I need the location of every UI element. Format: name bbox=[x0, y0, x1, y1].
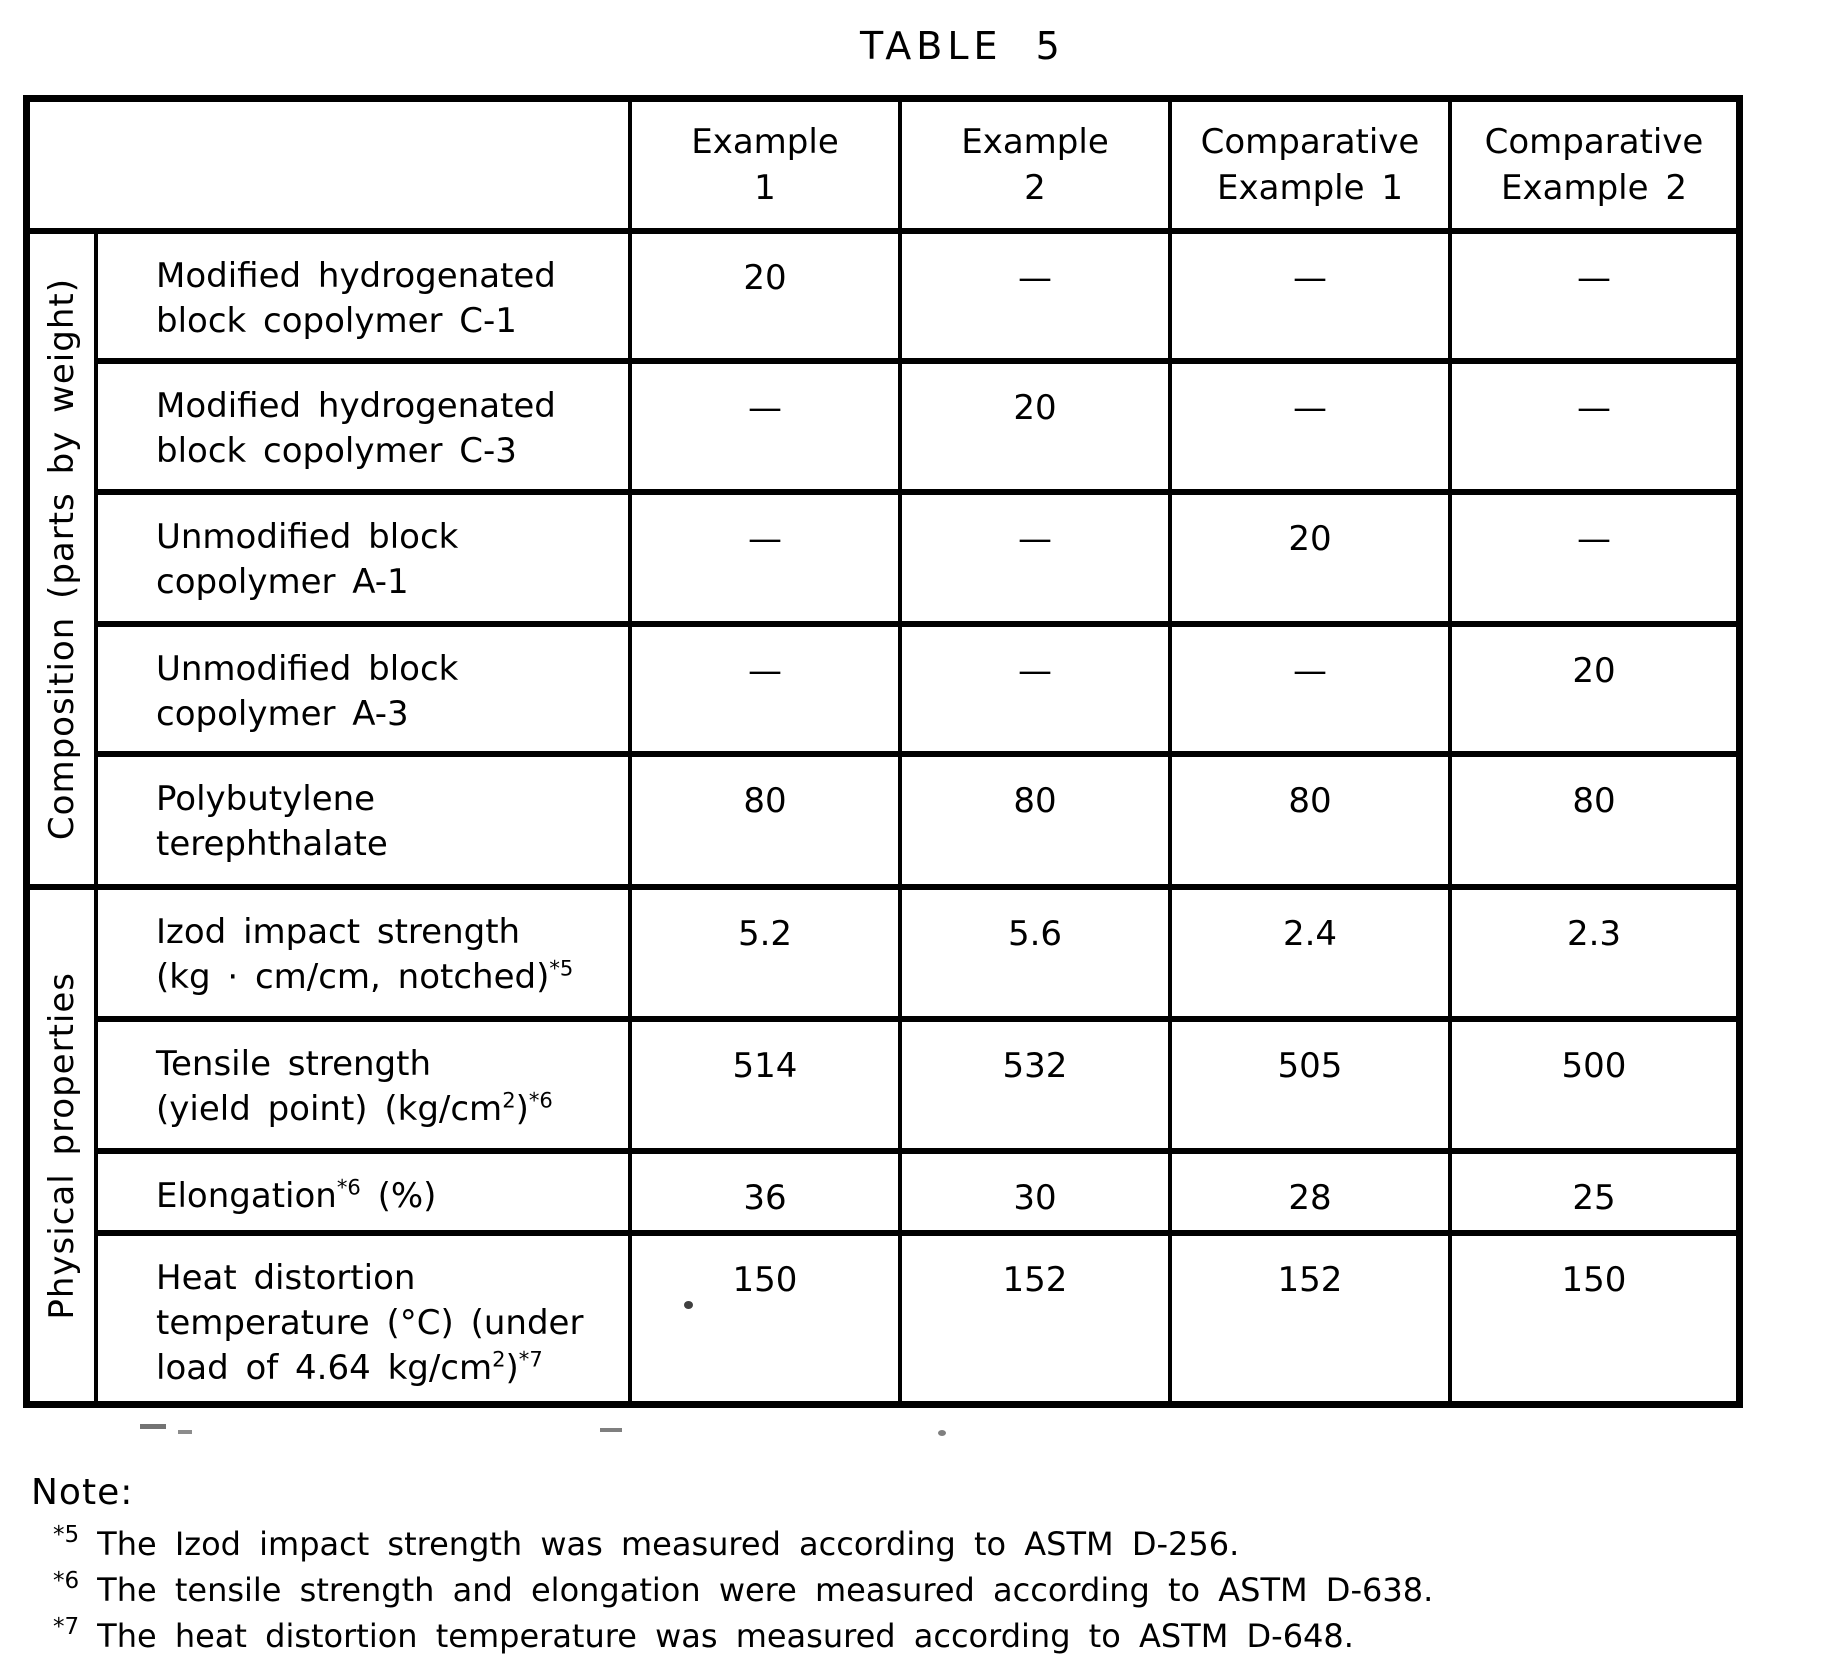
row-group-label-physical-properties bbox=[30, 890, 98, 1401]
data-table bbox=[23, 95, 1743, 1408]
value-cell: 80 bbox=[1172, 757, 1452, 890]
value-cell: 150 bbox=[632, 1236, 902, 1401]
note-heading: Note: bbox=[31, 1472, 134, 1513]
row-label-modified-hydrogenated-c3: Modified hydrogenated block copolymer C-3 bbox=[98, 364, 632, 495]
scan-artifact bbox=[684, 1301, 693, 1309]
value-cell: 36 bbox=[632, 1154, 902, 1236]
value-cell: — bbox=[1172, 364, 1452, 495]
value-cell: 152 bbox=[902, 1236, 1172, 1401]
value-cell: — bbox=[632, 364, 902, 495]
rotated-label: Physical properties bbox=[42, 971, 82, 1320]
note-item bbox=[53, 1521, 1813, 1567]
header-line: 2 bbox=[1024, 168, 1046, 208]
value-cell: 25 bbox=[1452, 1154, 1736, 1236]
header-cell-example-2 bbox=[902, 102, 1172, 234]
value-cell: — bbox=[1452, 495, 1736, 627]
value-cell: — bbox=[632, 495, 902, 627]
value-cell: 5.6 bbox=[902, 890, 1172, 1022]
header-line: Example 1 bbox=[1217, 168, 1403, 208]
note-marker: *6 bbox=[53, 1568, 80, 1594]
row-label-elongation: Elongation$^{*6}$ (%) bbox=[98, 1154, 632, 1236]
row-label-modified-hydrogenated-c1: Modified hydrogenated block copolymer C-1 bbox=[98, 234, 632, 364]
row-label-polybutylene-terephthalate: Polybutylene terephthalate bbox=[98, 757, 632, 890]
note-marker: *7 bbox=[53, 1614, 80, 1640]
scan-artifact bbox=[938, 1430, 946, 1436]
header-cell-comparative-example-1 bbox=[1172, 102, 1452, 234]
rotated-label: Composition (parts by weight) bbox=[42, 277, 82, 841]
row-group-label-composition bbox=[30, 234, 98, 890]
value-cell: 80 bbox=[902, 757, 1172, 890]
value-cell: 28 bbox=[1172, 1154, 1452, 1236]
value-cell: 80 bbox=[1452, 757, 1736, 890]
header-line: Example bbox=[961, 122, 1109, 162]
value-cell: 532 bbox=[902, 1022, 1172, 1154]
scan-artifact bbox=[600, 1428, 622, 1432]
note-text: The tensile strength and elongation were measured according to ASTM D-638. bbox=[97, 1571, 1434, 1609]
value-cell: 20 bbox=[632, 234, 902, 364]
header-line: Comparative bbox=[1484, 122, 1704, 162]
value-cell: 30 bbox=[902, 1154, 1172, 1236]
value-cell: — bbox=[1452, 364, 1736, 495]
value-cell: 80 bbox=[632, 757, 902, 890]
value-cell: 514 bbox=[632, 1022, 902, 1154]
header-line: Example bbox=[691, 122, 839, 162]
note-item bbox=[53, 1567, 1813, 1613]
row-label-tensile-strength: Tensile strength (yield point) $(kg/cm^2)^{*6}$ bbox=[98, 1022, 632, 1154]
value-cell: — bbox=[1172, 234, 1452, 364]
value-cell: 20 bbox=[1172, 495, 1452, 627]
value-cell: — bbox=[902, 234, 1172, 364]
value-cell: 5.2 bbox=[632, 890, 902, 1022]
row-label-unmodified-a3: Unmodified block copolymer A-3 bbox=[98, 627, 632, 757]
value-cell: 500 bbox=[1452, 1022, 1736, 1154]
header-empty-cell bbox=[30, 102, 632, 234]
value-cell: 20 bbox=[902, 364, 1172, 495]
header-line: Comparative bbox=[1200, 122, 1420, 162]
value-cell: 2.3 bbox=[1452, 890, 1736, 1022]
row-label-izod-impact-strength: Izod impact strength (kg · cm/cm, notched)$^{*5}$ bbox=[98, 890, 632, 1022]
table-title: TABLE 5 bbox=[860, 24, 1065, 68]
row-label-heat-distortion-temperature: Heat distortion temperature (°C) (under load of 4.64 $kg/cm^2)^{*7}$ bbox=[98, 1236, 632, 1401]
value-cell: — bbox=[632, 627, 902, 757]
header-line: Example 2 bbox=[1501, 168, 1687, 208]
header-cell-example-1 bbox=[632, 102, 902, 234]
note-text: The heat distortion temperature was measured according to ASTM D-648. bbox=[97, 1617, 1354, 1655]
note-item bbox=[53, 1613, 1813, 1658]
value-cell: 2.4 bbox=[1172, 890, 1452, 1022]
note-text: The Izod impact strength was measured according to ASTM D-256. bbox=[97, 1525, 1240, 1563]
notes-section bbox=[23, 1472, 1813, 1658]
note-marker: *5 bbox=[53, 1522, 80, 1548]
value-cell: — bbox=[1452, 234, 1736, 364]
scan-artifact bbox=[140, 1424, 166, 1429]
row-label-unmodified-a1: Unmodified block copolymer A-1 bbox=[98, 495, 632, 627]
value-cell: 150 bbox=[1561, 1260, 1627, 1300]
header-line: 1 bbox=[754, 168, 776, 208]
value-cell: 152 bbox=[1172, 1236, 1452, 1401]
value-cell: — bbox=[902, 627, 1172, 757]
value-cell: — bbox=[1172, 627, 1452, 757]
value-cell: 20 bbox=[1452, 627, 1736, 757]
scan-artifact bbox=[178, 1430, 192, 1434]
value-cell: — bbox=[902, 495, 1172, 627]
value-cell: 505 bbox=[1172, 1022, 1452, 1154]
header-cell-comparative-example-2 bbox=[1452, 102, 1736, 234]
